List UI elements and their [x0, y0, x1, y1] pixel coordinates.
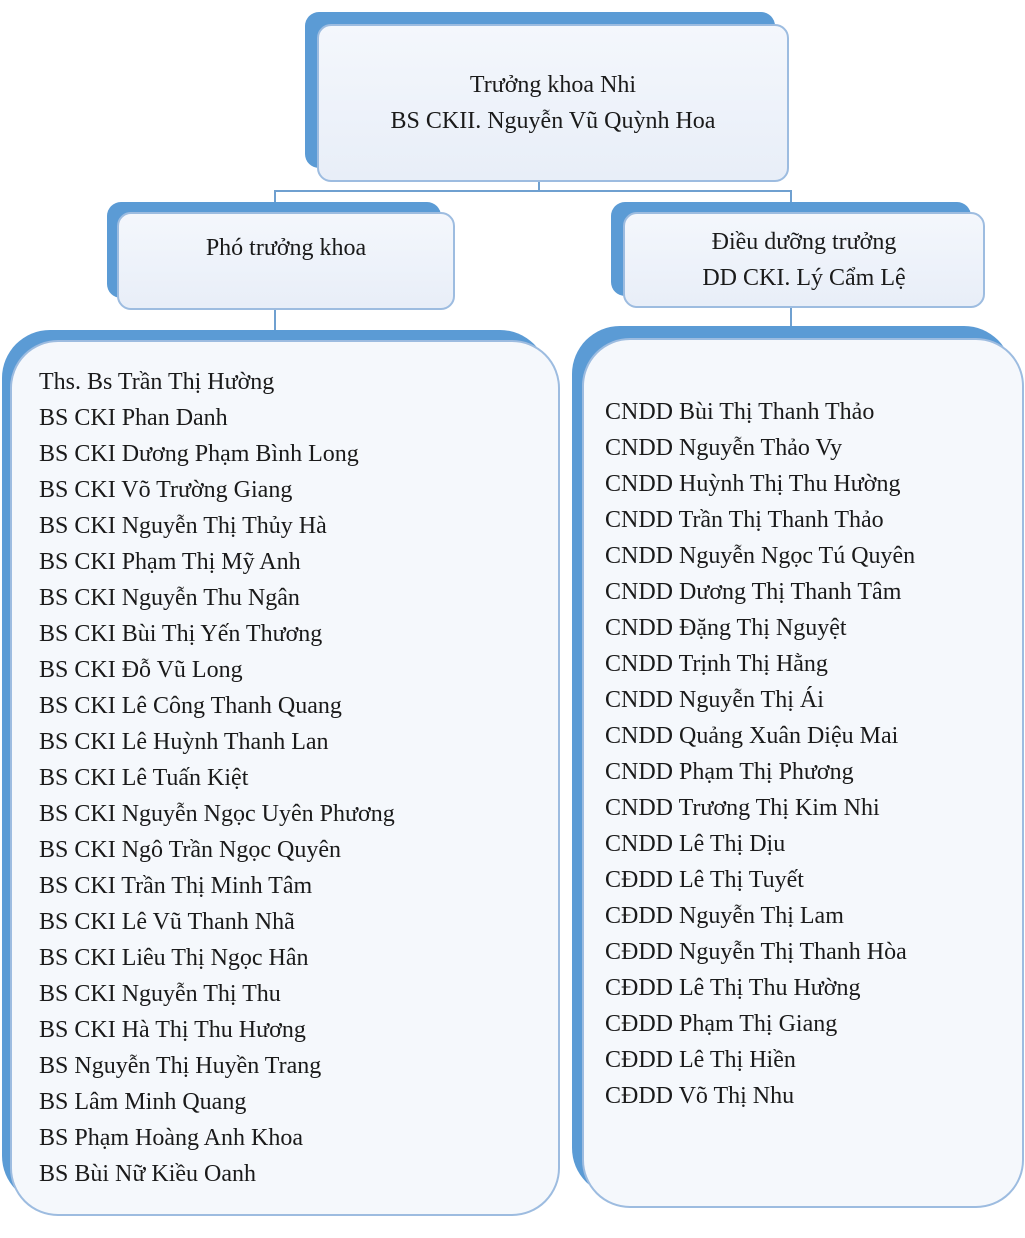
doctors-box	[2, 330, 560, 1216]
doctor-list-item: BS Bùi Nữ Kiều Oanh	[39, 1161, 257, 1187]
connector-nurse-head-to-nurses	[790, 306, 792, 328]
nurse-list-item: CNDD Đặng Thị Nguyệt	[605, 615, 847, 641]
doctor-list-item: BS Lâm Minh Quang	[39, 1089, 247, 1115]
nurse-list-item: CNDD Nguyễn Ngọc Tú Quyên	[605, 543, 916, 569]
doctor-list	[39, 364, 395, 1192]
doctor-list-item: BS CKI Đỗ Vũ Long	[39, 657, 243, 683]
doctor-list-item: BS CKI Hà Thị Thu Hương	[39, 1017, 306, 1043]
doctor-list-item: BS CKI Nguyễn Thị Thủy Hà	[39, 513, 327, 539]
connector-horizontal	[274, 190, 792, 192]
doctor-list-item: BS CKI Liêu Thị Ngọc Hân	[39, 945, 309, 971]
doctor-list-item: BS CKI Bùi Thị Yến Thương	[39, 621, 323, 647]
nurse-list-item: CĐDD Nguyễn Thị Lam	[605, 903, 844, 929]
doctor-list-item: BS CKI Dương Phạm Bình Long	[39, 441, 359, 467]
nurse-head-box-face	[623, 212, 985, 308]
nurse-list-item: CĐDD Lê Thị Thu Hường	[605, 975, 861, 1001]
connector-deputy-to-doctors	[274, 308, 276, 332]
nurse-list-item: CNDD Trần Thị Thanh Thảo	[605, 507, 884, 533]
head-box	[305, 12, 789, 182]
doctor-list-item: BS Nguyễn Thị Huyền Trang	[39, 1053, 322, 1079]
nurse-list-item: CĐDD Lê Thị Hiền	[605, 1047, 796, 1073]
doctor-list-item: BS CKI Lê Vũ Thanh Nhã	[39, 909, 295, 935]
deputy-box	[107, 202, 455, 310]
doctor-list-item: BS CKI Lê Huỳnh Thanh Lan	[39, 729, 329, 755]
doctor-list-item: BS CKI Nguyễn Thu Ngân	[39, 585, 300, 611]
nurse-list-item: CĐDD Nguyễn Thị Thanh Hòa	[605, 939, 907, 965]
deputy-box-face	[117, 212, 455, 310]
nurse-list	[605, 394, 915, 1114]
nurse-list-item: CĐDD Phạm Thị Giang	[605, 1011, 838, 1037]
nurses-box	[572, 326, 1024, 1208]
doctor-list-item: BS CKI Ngô Trần Ngọc Quyên	[39, 837, 342, 863]
nurse-list-item: CNDD Trịnh Thị Hằng	[605, 651, 828, 677]
nurse-list-item: CNDD Lê Thị Dịu	[605, 831, 786, 857]
nurse-list-item: CĐDD Võ Thị Nhu	[605, 1083, 795, 1109]
doctor-list-item: BS CKI Nguyễn Thị Thu	[39, 981, 281, 1007]
nurse-list-item: CNDD Quảng Xuân Diệu Mai	[605, 723, 899, 749]
nurse-head-title: Điều dưỡng trưởng	[711, 229, 897, 255]
nurse-list-item: CNDD Phạm Thị Phương	[605, 759, 854, 785]
nurse-head-box	[611, 202, 985, 308]
nurse-list-item: CNDD Bùi Thị Thanh Thảo	[605, 399, 875, 425]
head-title: Trưởng khoa Nhi	[469, 72, 637, 98]
doctor-list-item: BS CKI Võ Trường Giang	[39, 477, 293, 503]
head-name: BS CKII. Nguyễn Vũ Quỳnh Hoa	[390, 108, 716, 134]
deputy-title: Phó trưởng khoa	[205, 235, 367, 261]
doctor-list-item: BS CKI Phạm Thị Mỹ Anh	[39, 549, 301, 575]
nurses-box-face	[582, 338, 1024, 1208]
doctor-list-item: BS CKI Phan Danh	[39, 405, 228, 431]
doctor-list-item: BS CKI Lê Tuấn Kiệt	[39, 765, 249, 791]
doctor-list-item: Ths. Bs Trần Thị Hường	[39, 369, 275, 395]
doctor-list-item: BS CKI Lê Công Thanh Quang	[39, 693, 342, 719]
nurse-list-item: CNDD Huỳnh Thị Thu Hường	[605, 471, 901, 497]
head-box-face	[317, 24, 789, 182]
doctor-list-item: BS Phạm Hoàng Anh Khoa	[39, 1125, 303, 1151]
doctor-list-item: BS CKI Trần Thị Minh Tâm	[39, 873, 313, 899]
nurse-list-item: CNDD Dương Thị Thanh Tâm	[605, 579, 902, 605]
doctors-box-face	[10, 340, 560, 1216]
nurse-head-name: DD CKI. Lý Cẩm Lệ	[702, 265, 906, 291]
nurse-list-item: CNDD Nguyễn Thị Ái	[605, 687, 824, 713]
doctor-list-item: BS CKI Nguyễn Ngọc Uyên Phương	[39, 801, 395, 827]
nurse-list-item: CĐDD Lê Thị Tuyết	[605, 867, 804, 893]
nurse-list-item: CNDD Trương Thị Kim Nhi	[605, 795, 880, 821]
nurse-list-item: CNDD Nguyễn Thảo Vy	[605, 435, 843, 461]
